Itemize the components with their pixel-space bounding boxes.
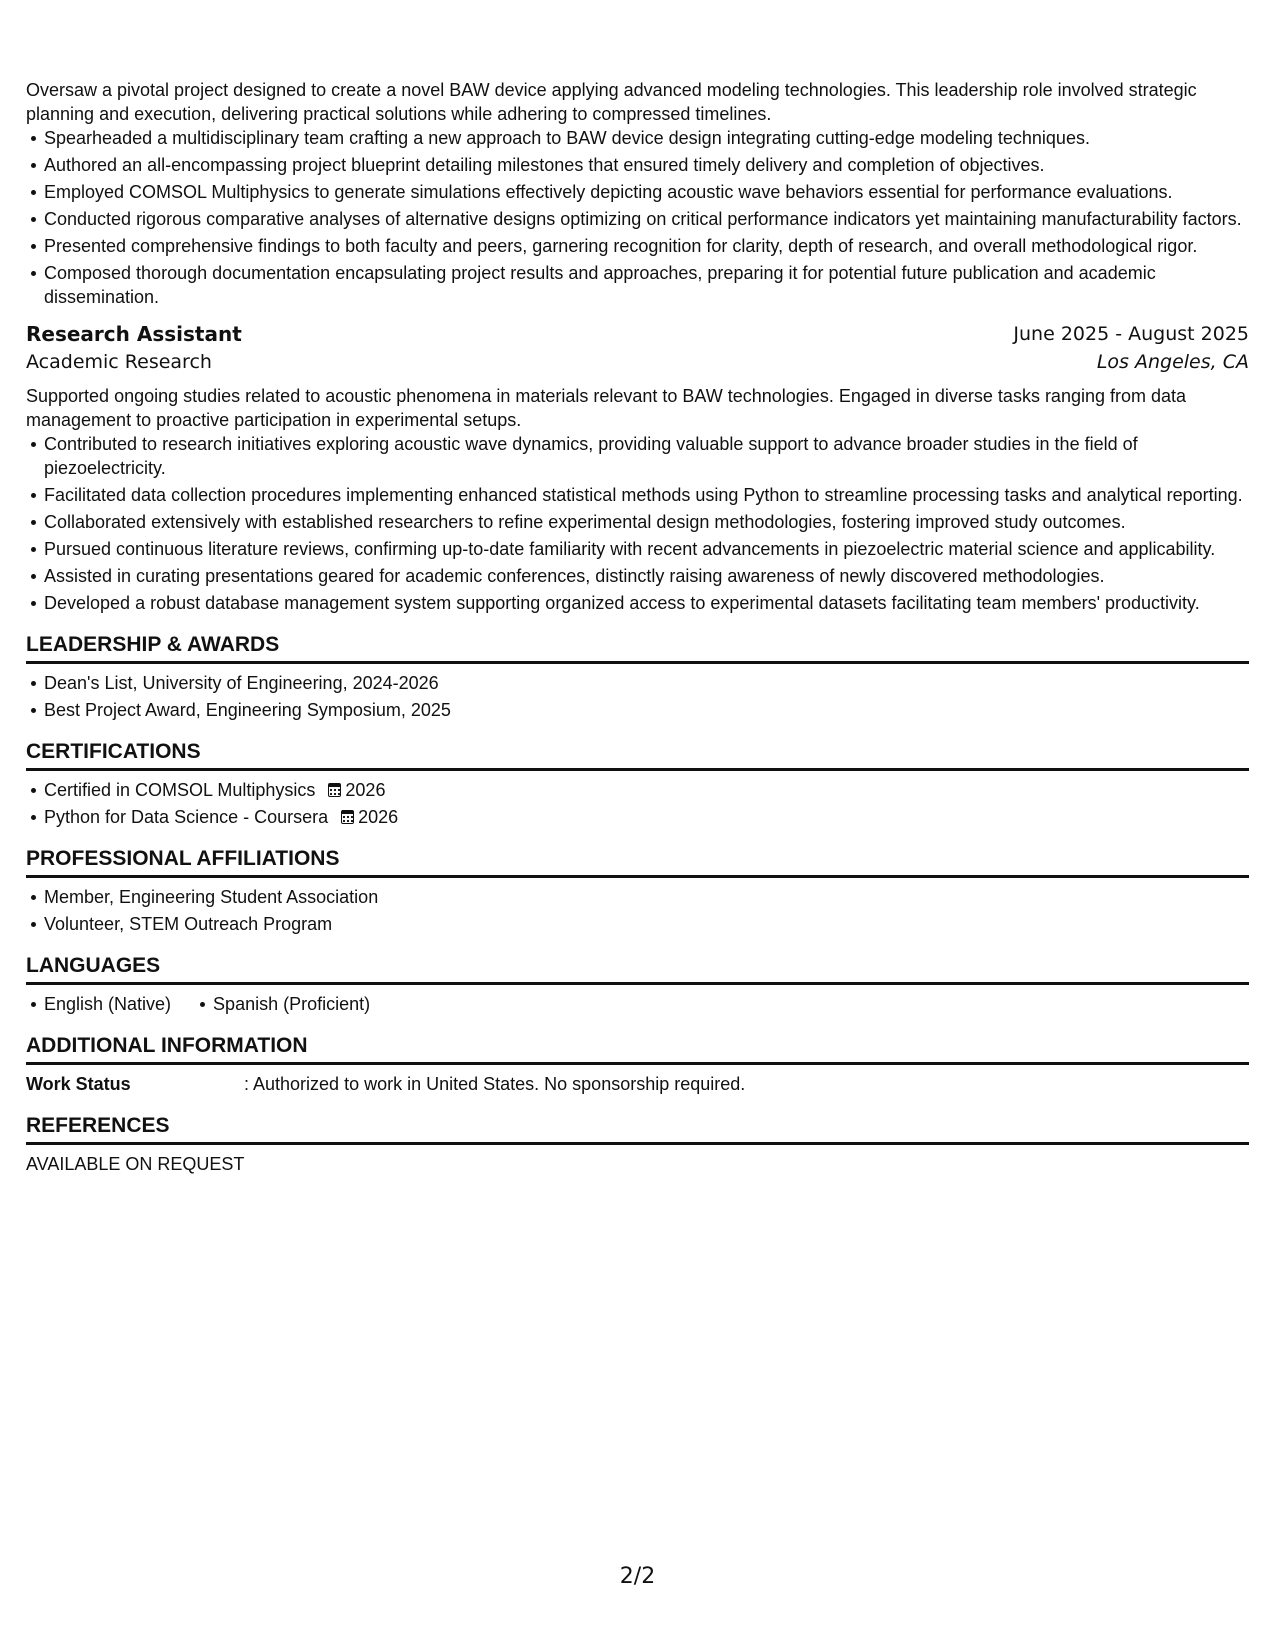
role-dates: June 2025 - August 2025 <box>1013 323 1249 345</box>
list-item: Pursued continuous literature reviews, confirming up-to-date familiarity with recent advancements in piezoelectric material science and applicability. <box>44 537 1249 561</box>
list-item: Facilitated data collection procedures implementing enhanced statistical methods using Python to streamline processing tasks and analytical reporting. <box>44 483 1249 507</box>
list-item: Developed a robust database management system supporting organized access to experimental datasets facilitating team members' productivity. <box>44 591 1249 615</box>
list-item <box>44 778 1249 802</box>
role-bullets <box>26 432 1249 615</box>
resume-page <box>26 78 1249 1176</box>
certifications-section <box>26 738 1249 829</box>
leadership-section <box>26 631 1249 722</box>
role-organization: Academic Research <box>26 351 212 373</box>
list-item: Authored an all-encompassing project blueprint detailing milestones that ensured timely delivery and completion of objectives. <box>44 153 1249 177</box>
work-status-row <box>26 1072 1249 1096</box>
page-number: 2/2 <box>619 1564 656 1589</box>
section-title: ADDITIONAL INFORMATION <box>26 1032 1249 1065</box>
list-item: Dean's List, University of Engineering, 2024-2026 <box>44 671 1249 695</box>
list-item: Composed thorough documentation encapsulating project results and approaches, preparing it for potential future publication and academic dissemination. <box>44 261 1249 309</box>
role-location: Los Angeles, CA <box>1096 351 1249 373</box>
additional-info-section <box>26 1032 1249 1096</box>
section-title: LANGUAGES <box>26 952 1249 985</box>
certification-year: 2026 <box>345 780 386 800</box>
section-title: REFERENCES <box>26 1112 1249 1145</box>
references-text: AVAILABLE ON REQUEST <box>26 1154 245 1174</box>
list-item: Spearheaded a multidisciplinary team crafting a new approach to BAW device design integrating cutting-edge modeling techniques. <box>44 126 1249 150</box>
section-title: PROFESSIONAL AFFILIATIONS <box>26 845 1249 878</box>
list-item: Best Project Award, Engineering Symposium, 2025 <box>44 698 1249 722</box>
certification-name: Certified in COMSOL Multiphysics <box>44 780 316 800</box>
calendar-icon <box>341 810 354 824</box>
list-item: Presented comprehensive findings to both faculty and peers, garnering recognition for clarity, depth of research, and overall methodological rigor. <box>44 234 1249 258</box>
list-item: English (Native) <box>44 994 172 1014</box>
role-summary: Supported ongoing studies related to acoustic phenomena in materials relevant to BAW technologies. Engaged in diverse tasks ranging from data management to proactive participation in experimental setups. <box>26 386 1187 430</box>
project-bullets <box>26 126 1249 309</box>
languages-section <box>26 952 1249 1016</box>
certification-name: Python for Data Science - Coursera <box>44 807 329 827</box>
leadership-list <box>26 671 1249 722</box>
section-title: LEADERSHIP & AWARDS <box>26 631 1249 664</box>
affiliations-section <box>26 845 1249 936</box>
list-item <box>44 805 1249 829</box>
role-header <box>26 320 1249 348</box>
project-entry <box>26 78 1249 309</box>
project-summary: Oversaw a pivotal project designed to create a novel BAW device applying advanced modeling technologies. This leadership role involved strategic planning and execution, delivering practical solutions while adhering to compressed timelines. <box>26 80 1197 124</box>
list-item: Collaborated extensively with established researchers to refine experimental design methodologies, fostering improved study outcomes. <box>44 510 1249 534</box>
work-status-label: Work Status <box>26 1074 131 1094</box>
list-item: Volunteer, STEM Outreach Program <box>44 912 1249 936</box>
list-item: Conducted rigorous comparative analyses of alternative designs optimizing on critical performance indicators yet maintaining manufacturability factors. <box>44 207 1249 231</box>
certification-year: 2026 <box>358 807 399 827</box>
role-subheader <box>26 348 1249 376</box>
role-title: Research Assistant <box>26 322 242 346</box>
calendar-icon <box>328 783 341 797</box>
references-section <box>26 1112 1249 1176</box>
role-entry <box>26 320 1249 615</box>
list-item: Member, Engineering Student Association <box>44 885 1249 909</box>
list-item: Employed COMSOL Multiphysics to generate simulations effectively depicting acoustic wave behaviors essential for performance evaluations. <box>44 180 1249 204</box>
list-item: Spanish (Proficient) <box>213 994 371 1014</box>
affiliations-list <box>26 885 1249 936</box>
list-item: Contributed to research initiatives exploring acoustic wave dynamics, providing valuable support to advance broader studies in the field of piezoelectricity. <box>44 432 1249 480</box>
list-item: Assisted in curating presentations geared for academic conferences, distinctly raising awareness of newly discovered methodologies. <box>44 564 1249 588</box>
certifications-list <box>26 778 1249 829</box>
languages-list <box>26 992 1249 1016</box>
work-status-value: : Authorized to work in United States. No sponsorship required. <box>244 1074 746 1094</box>
section-title: CERTIFICATIONS <box>26 738 1249 771</box>
